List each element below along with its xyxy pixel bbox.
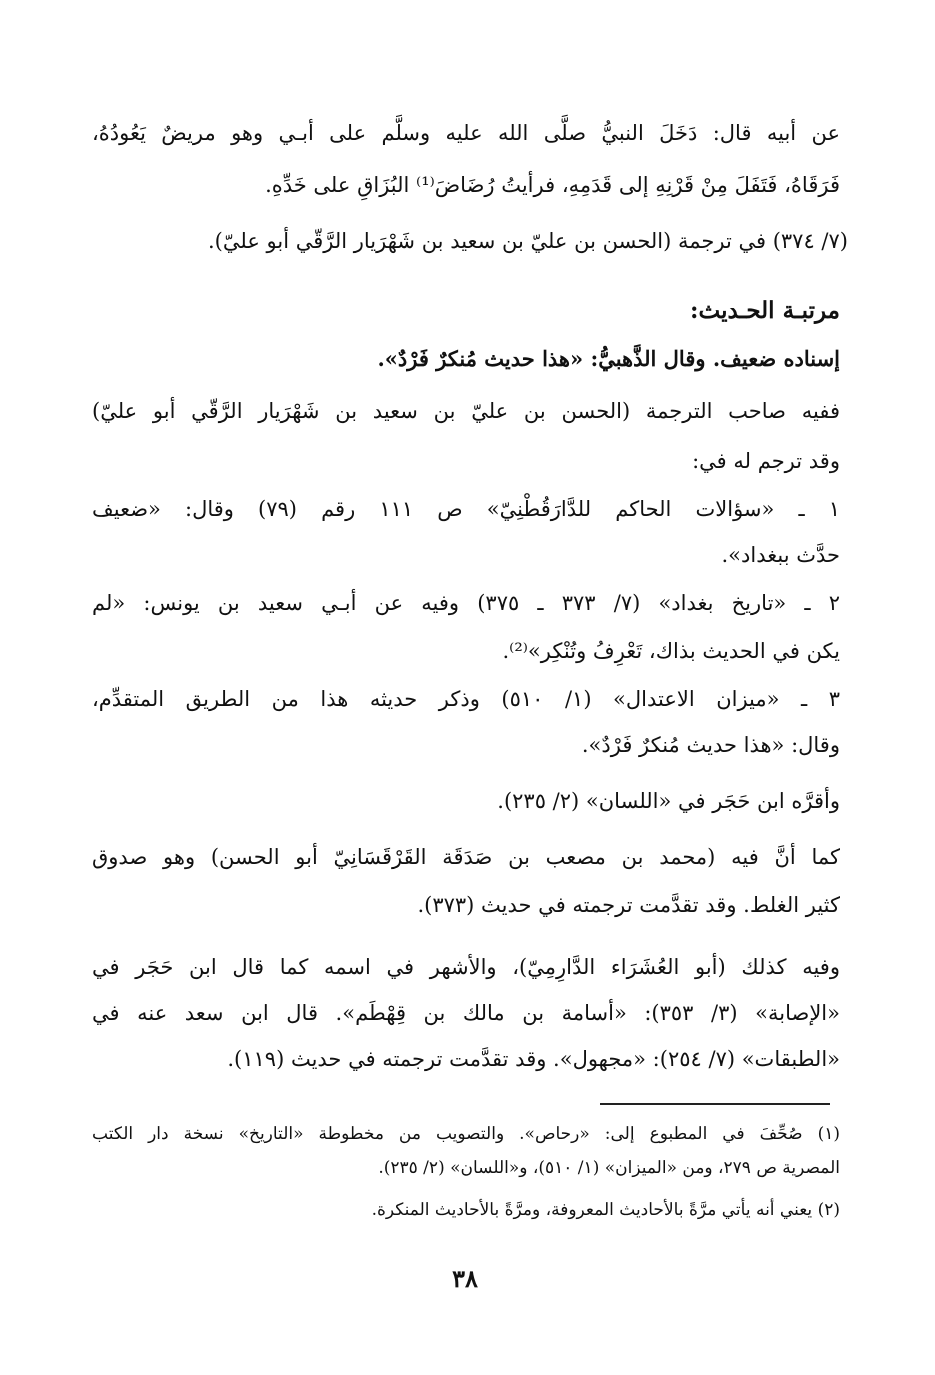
para1-line-1: ففيه صاحب الترجمة (الحسن بن عليّ بن سعيد بن شَهْرَيار الرَّقّي أبو عليّ) bbox=[92, 399, 840, 423]
item2-line-2: يكن في الحديث بذاك، تَعْرِفُ وتُنْكِر»⁽²⁾. bbox=[502, 639, 840, 663]
item3-line-1: ٣ ـ «ميزان الاعتدال» (١/ ٥١٠) وذكر حديثه هذا من الطريق المتقدِّم، bbox=[92, 687, 840, 711]
section-heading: مرتبـة الحـديث: bbox=[690, 297, 840, 324]
para2-line: وأقرَّه ابن حَجَر في «اللسان» (٢/ ٢٣٥). bbox=[497, 789, 840, 813]
hadith-line-2: فَرَقَاهُ، فَتَفَلَ مِنْ قَرْنِهِ إلى قَدَمِهِ، فرأيتُ رُضَاضَ⁽¹⁾ البُزَاقِ على خَدِّهِ. bbox=[265, 173, 840, 197]
para4-line-2: «الإصابة» (٣/ ٣٥٣): «أسامة بن مالك بن قِهْطَم». قال ابن سعد عنه في bbox=[92, 1001, 840, 1025]
footnote-2: (٢) يعني أنه يأتي مرَّةً بالأحاديث المعروفة، ومرَّةً بالأحاديث المنكرة. bbox=[371, 1200, 840, 1220]
item1-line-2: حدَّث ببغداد». bbox=[721, 543, 840, 567]
footnote-separator bbox=[600, 1103, 830, 1105]
item2-line-1: ٢ ـ «تاريخ بغداد» (٧/ ٣٧٣ ـ ٣٧٥) وفيه عن أبـي سعيد بن يونس: «لم bbox=[92, 591, 840, 615]
para1-line-2: وقد ترجم له في: bbox=[692, 449, 840, 473]
page-number: ٣٨ bbox=[452, 1264, 478, 1293]
para4-line-1: وفيه كذلك (أبو العُشَرَاء الدَّارِمِيّ)، والأشهر في اسمه كما قال ابن حَجَر في bbox=[92, 955, 840, 979]
para4-line-3: «الطبقات» (٧/ ٢٥٤): «مجهول». وقد تقدَّمت ترجمته في حديث (١١٩). bbox=[227, 1047, 840, 1071]
footnote-1-line-1: (١) صُحِّفَ في المطبوع إلى: «رحاص». والتصويب من مخطوطة «التاريخ» نسخة دار الكتب bbox=[92, 1124, 840, 1144]
hadith-line-1: عن أبيه قال: دَخَلَ النبيُّ صلَّى الله عليه وسلَّم على أبـي وهو مريضٌ يَعُودُهُ، bbox=[92, 121, 840, 145]
para3-line-2: كثير الغلط. وقد تقدَّمت ترجمته في حديث (٣٧٣). bbox=[417, 893, 840, 917]
item1-line-1: ١ ـ «سؤالات الحاكم للدَّارَقُطْنِيّ» ص ١١١ رقم (٧٩) وقال: «ضعيف bbox=[92, 497, 841, 521]
footnote-1-line-2: المصرية ص ٢٧٩، ومن «الميزان» (١/ ٥١٠)، و«اللسان» (٢/ ٢٣٥). bbox=[378, 1158, 840, 1178]
item3-line-2: وقال: «هذا حديث مُنكرٌ فَرْدٌ». bbox=[581, 733, 840, 757]
grade-line: إسناده ضعيف. وقال الذَّهبيُّ: «هذا حديث مُنكرٌ فَرْدٌ». bbox=[377, 346, 840, 371]
reference-line: (٧/ ٣٧٤) في ترجمة (الحسن بن عليّ بن سعيد بن شَهْرَيار الرَّقّي أبو عليّ). bbox=[208, 229, 848, 253]
para3-line-1: كما أنَّ فيه (محمد بن مصعب بن صَدَقَة القَرْقَسَانِيّ أبو الحسن) وهو صدوق bbox=[92, 845, 840, 869]
